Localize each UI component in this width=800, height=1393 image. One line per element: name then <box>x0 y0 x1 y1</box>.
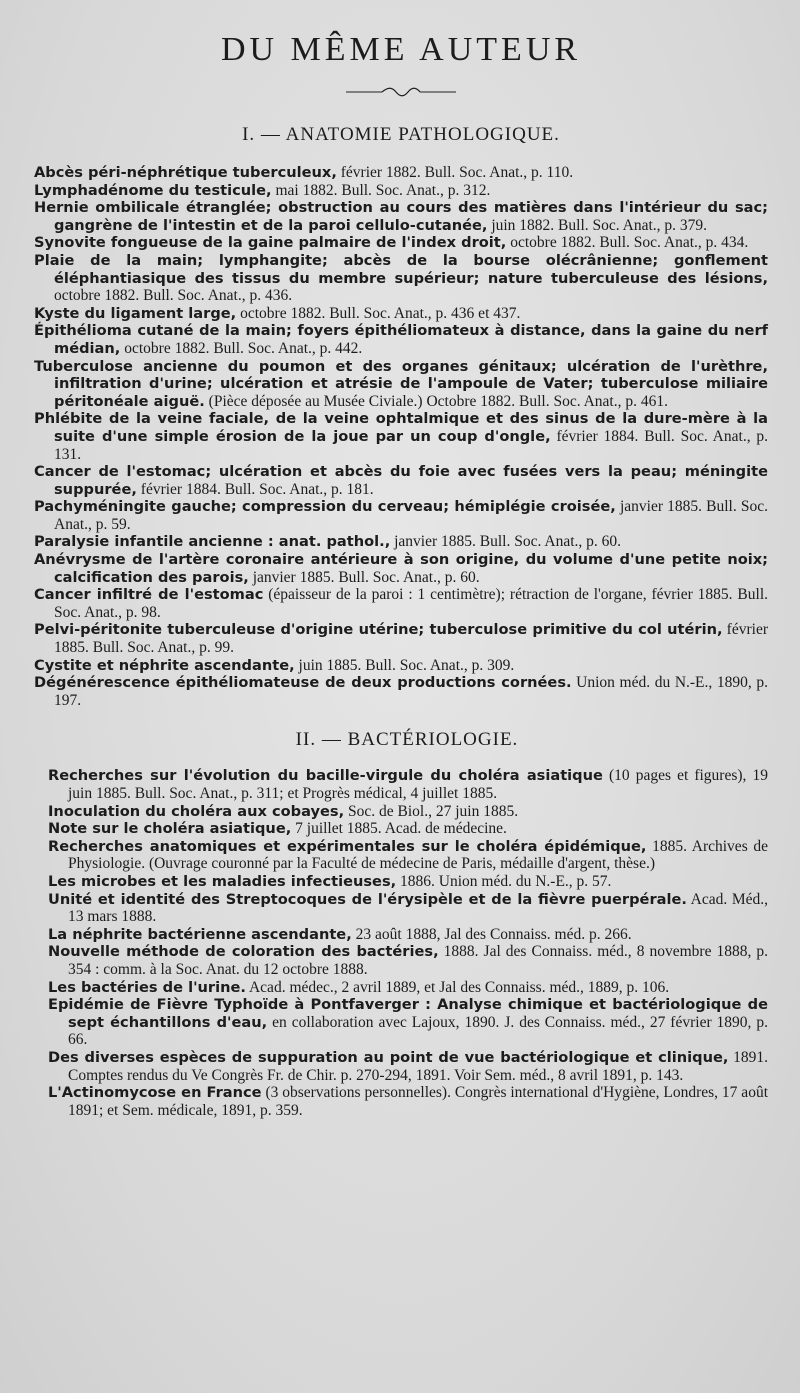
section-title: I. — ANATOMIE PATHOLOGIQUE. <box>242 124 560 145</box>
ornament-divider <box>346 86 456 98</box>
bibliography-entry <box>46 803 768 821</box>
entry-reference: février 1882. Bull. Soc. Anat., p. 110. <box>336 164 574 181</box>
bibliography-entry <box>46 996 768 1049</box>
entry-reference: (3 observations personnelles). Congrès international d'Hygiène, Londres, 17 août 1891; et Sem. médicale, 1891, p. 359. <box>68 1084 768 1119</box>
entry-reference: juin 1882. Bull. Soc. Anat., p. 379. <box>487 216 708 234</box>
entry-title: Cancer de l'estomac; ulcération et abcès du foie avec fusées vers la peau; méningite suppurée, <box>34 463 768 498</box>
bibliography-entry <box>34 551 768 586</box>
entry-reference: octobre 1882. Bull. Soc. Anat., p. 442. <box>120 339 363 357</box>
bibliography-entry <box>46 1049 768 1084</box>
entry-title: Kyste du ligament large, <box>34 304 237 322</box>
bibliography-entry <box>34 164 768 182</box>
entry-reference: janvier 1885. Bull. Soc. Anat., p. 59. <box>54 498 768 533</box>
entry-list <box>46 767 768 1119</box>
section-title: II. — BACTÉRIOLOGIE. <box>295 729 519 751</box>
entry-reference: Acad. médec., 2 avril 1889, et Jal des Connaiss. méd., 1889, p. 106. <box>245 978 670 996</box>
entry-reference: mai 1882. Bull. Soc. Anat., p. 312. <box>271 181 491 199</box>
entry-reference: (10 pages et figures), 19 juin 1885. Bull. Soc. Anat., p. 311; et Progrès médical, 4 juillet 1885. <box>68 767 768 802</box>
entry-title: Recherches sur l'évolution du bacille-virgule du choléra asiatique <box>48 767 603 785</box>
entry-reference: Acad. Méd., 13 mars 1888. <box>68 890 768 926</box>
bibliography-entry <box>34 305 768 323</box>
entry-title: Épithélioma cutané de la main; foyers épithéliomateux à distance, dans la gaine du nerf médian, <box>34 322 768 357</box>
entry-title: Dégénérescence épithéliomateuse de deux productions cornées. <box>34 674 572 692</box>
entry-title: Des diverses espèces de suppuration au point de vue bactériologique et clinique, <box>48 1048 729 1066</box>
entry-reference: octobre 1882. Bull. Soc. Anat., p. 436. <box>54 287 293 305</box>
entry-reference: 7 juillet 1885. Acad. de médecine. <box>291 820 507 838</box>
bibliography-entry <box>46 943 768 978</box>
entry-reference: 1891. Comptes rendus du Ve Congrès Fr. de Chir. p. 270-294, 1891. Voir Sem. méd., 8 avril 1891, p. 143. <box>68 1048 768 1084</box>
entry-title: Cancer infiltré de l'estomac <box>34 586 264 604</box>
entry-reference: Soc. de Biol., 27 juin 1885. <box>344 802 519 820</box>
bibliography-entry <box>34 322 768 357</box>
entry-title: Abcès péri-néphrétique tuberculeux, <box>34 164 337 181</box>
entry-title: Anévrysme de l'artère coronaire antérieure à son origine, du volume d'une petite noix; calcification des parois, <box>34 551 768 586</box>
entry-reference: en collaboration avec Lajoux, 1890. J. des Connaiss. méd., 27 février 1890, p. 66. <box>68 1013 769 1049</box>
entry-reference: octobre 1882. Bull. Soc. Anat., p. 436 et 437. <box>236 304 521 322</box>
bibliography-entry <box>46 1084 768 1119</box>
bibliography-entry <box>34 252 768 305</box>
entry-title: Les bactéries de l'urine. <box>48 978 246 996</box>
entry-title: Unité et identité des Streptocoques de l'érysipèle et de la fièvre puerpérale. <box>48 890 687 908</box>
bibliography-entry <box>46 891 768 926</box>
bibliography-entry <box>34 533 768 551</box>
entry-title: Plaie de la main; lymphangite; abcès de la bourse olécrânienne; gonflement éléphantiasique des tissus du membre supérieur; nature tuberculeuse des lésions, <box>34 251 768 287</box>
entry-reference: 1886. Union méd. du N.-E., p. 57. <box>396 872 612 890</box>
entry-title: Hernie ombilicale étranglée; obstruction au cours des matières dans l'intérieur du sac; gangrène de l'intestin et de la paroi cellulo-cutanée, <box>34 199 768 234</box>
bibliography-entry <box>34 463 768 498</box>
entry-title: Pelvi-péritonite tuberculeuse d'origine utérine; tuberculose primitive du col utérin, <box>34 621 723 639</box>
entry-reference: juin 1885. Bull. Soc. Anat., p. 309. <box>294 656 515 674</box>
entry-list <box>34 164 768 709</box>
entry-reference: 1888. Jal des Connaiss. méd., 8 novembre 1888, p. 354 : comm. à la Soc. Anat. du 12 octobre 1888. <box>68 943 768 978</box>
entry-reference: février 1885. Bull. Soc. Anat., p. 99. <box>54 621 768 657</box>
entry-title: Phlébite de la veine faciale, de la veine ophtalmique et des sinus de la dure-mère à la suite d'une simple érosion de la joue par un coup d'ongle, <box>34 410 768 445</box>
section-bacteriologie <box>34 729 768 1119</box>
bibliography-entry <box>46 767 768 802</box>
entry-title: Synovite fongueuse de la gaine palmaire de l'index droit, <box>34 234 507 252</box>
bibliography-entry <box>34 358 768 411</box>
entry-reference: 1885. Archives de Physiologie. (Ouvrage couronné par la Faculté de médecine de Paris, médaille d'argent, thèse.) <box>68 837 768 873</box>
bibliography-entry <box>34 674 768 709</box>
entry-title: Paralysie infantile ancienne : anat. pathol., <box>34 533 391 551</box>
bibliography-entry <box>34 586 768 621</box>
bibliography-entry <box>34 182 768 200</box>
bibliography-entry <box>34 234 768 252</box>
bibliography-entry <box>34 621 768 656</box>
bibliography-entry <box>34 410 768 463</box>
entry-reference: février 1884. Bull. Soc. Anat., p. 131. <box>54 427 768 463</box>
entry-title: Inoculation du choléra aux cobayes, <box>48 802 345 820</box>
entry-title: Lymphadénome du testicule, <box>34 181 272 199</box>
entry-title: Epidémie de Fièvre Typhoïde à Pontfaverger : Analyse chimique et bactériologique de sept échantillons d'eau, <box>48 996 768 1031</box>
entry-reference: (Pièce déposée au Musée Civiale.) Octobre 1882. Bull. Soc. Anat., p. 461. <box>204 392 668 410</box>
entry-title: L'Actinomycose en France <box>48 1084 262 1102</box>
entry-reference: octobre 1882. Bull. Soc. Anat., p. 434. <box>506 234 749 252</box>
bibliography-entry <box>46 820 768 838</box>
entry-title: Tuberculose ancienne du poumon et des organes génitaux; ulcération de l'urèthre, infiltration d'urine; ulcération et atrésie de l'ampoule de Vater; tuberculose miliaire péritonéale aiguë. <box>34 357 768 410</box>
entry-title: Nouvelle méthode de coloration des bactéries, <box>48 943 439 961</box>
bibliography-entry <box>34 199 768 234</box>
page-title: DU MÊME AUTEUR <box>220 31 582 68</box>
section-anatomie <box>34 124 768 709</box>
entry-title: Recherches anatomiques et expérimentales sur le choléra épidémique, <box>48 837 647 855</box>
entry-reference: février 1884. Bull. Soc. Anat., p. 181. <box>136 480 374 498</box>
entry-reference: 23 août 1888, Jal des Connaiss. méd. p. 266. <box>351 925 632 943</box>
entry-reference: (épaisseur de la paroi : 1 centimètre); rétraction de l'organe, février 1885. Bull. Soc. Anat., p. 98. <box>54 586 768 621</box>
bibliography-entry <box>46 873 768 891</box>
entry-title: Pachyméningite gauche; compression du cerveau; hémiplégie croisée, <box>34 498 616 516</box>
bibliography-entry <box>46 979 768 997</box>
entry-title: La néphrite bactérienne ascendante, <box>48 925 352 943</box>
entry-reference: janvier 1885. Bull. Soc. Anat., p. 60. <box>390 533 622 551</box>
entry-reference: janvier 1885. Bull. Soc. Anat., p. 60. <box>248 568 480 586</box>
bibliography-entry <box>46 926 768 944</box>
bibliography-entry <box>34 498 768 533</box>
bibliography-entry <box>46 838 768 873</box>
bibliography-entry <box>34 657 768 675</box>
entry-title: Cystite et néphrite ascendante, <box>34 656 295 674</box>
entry-reference: Union méd. du N.-E., 1890, p. 197. <box>54 674 768 709</box>
entry-title: Note sur le choléra asiatique, <box>48 820 292 838</box>
entry-title: Les microbes et les maladies infectieuses, <box>48 872 397 890</box>
